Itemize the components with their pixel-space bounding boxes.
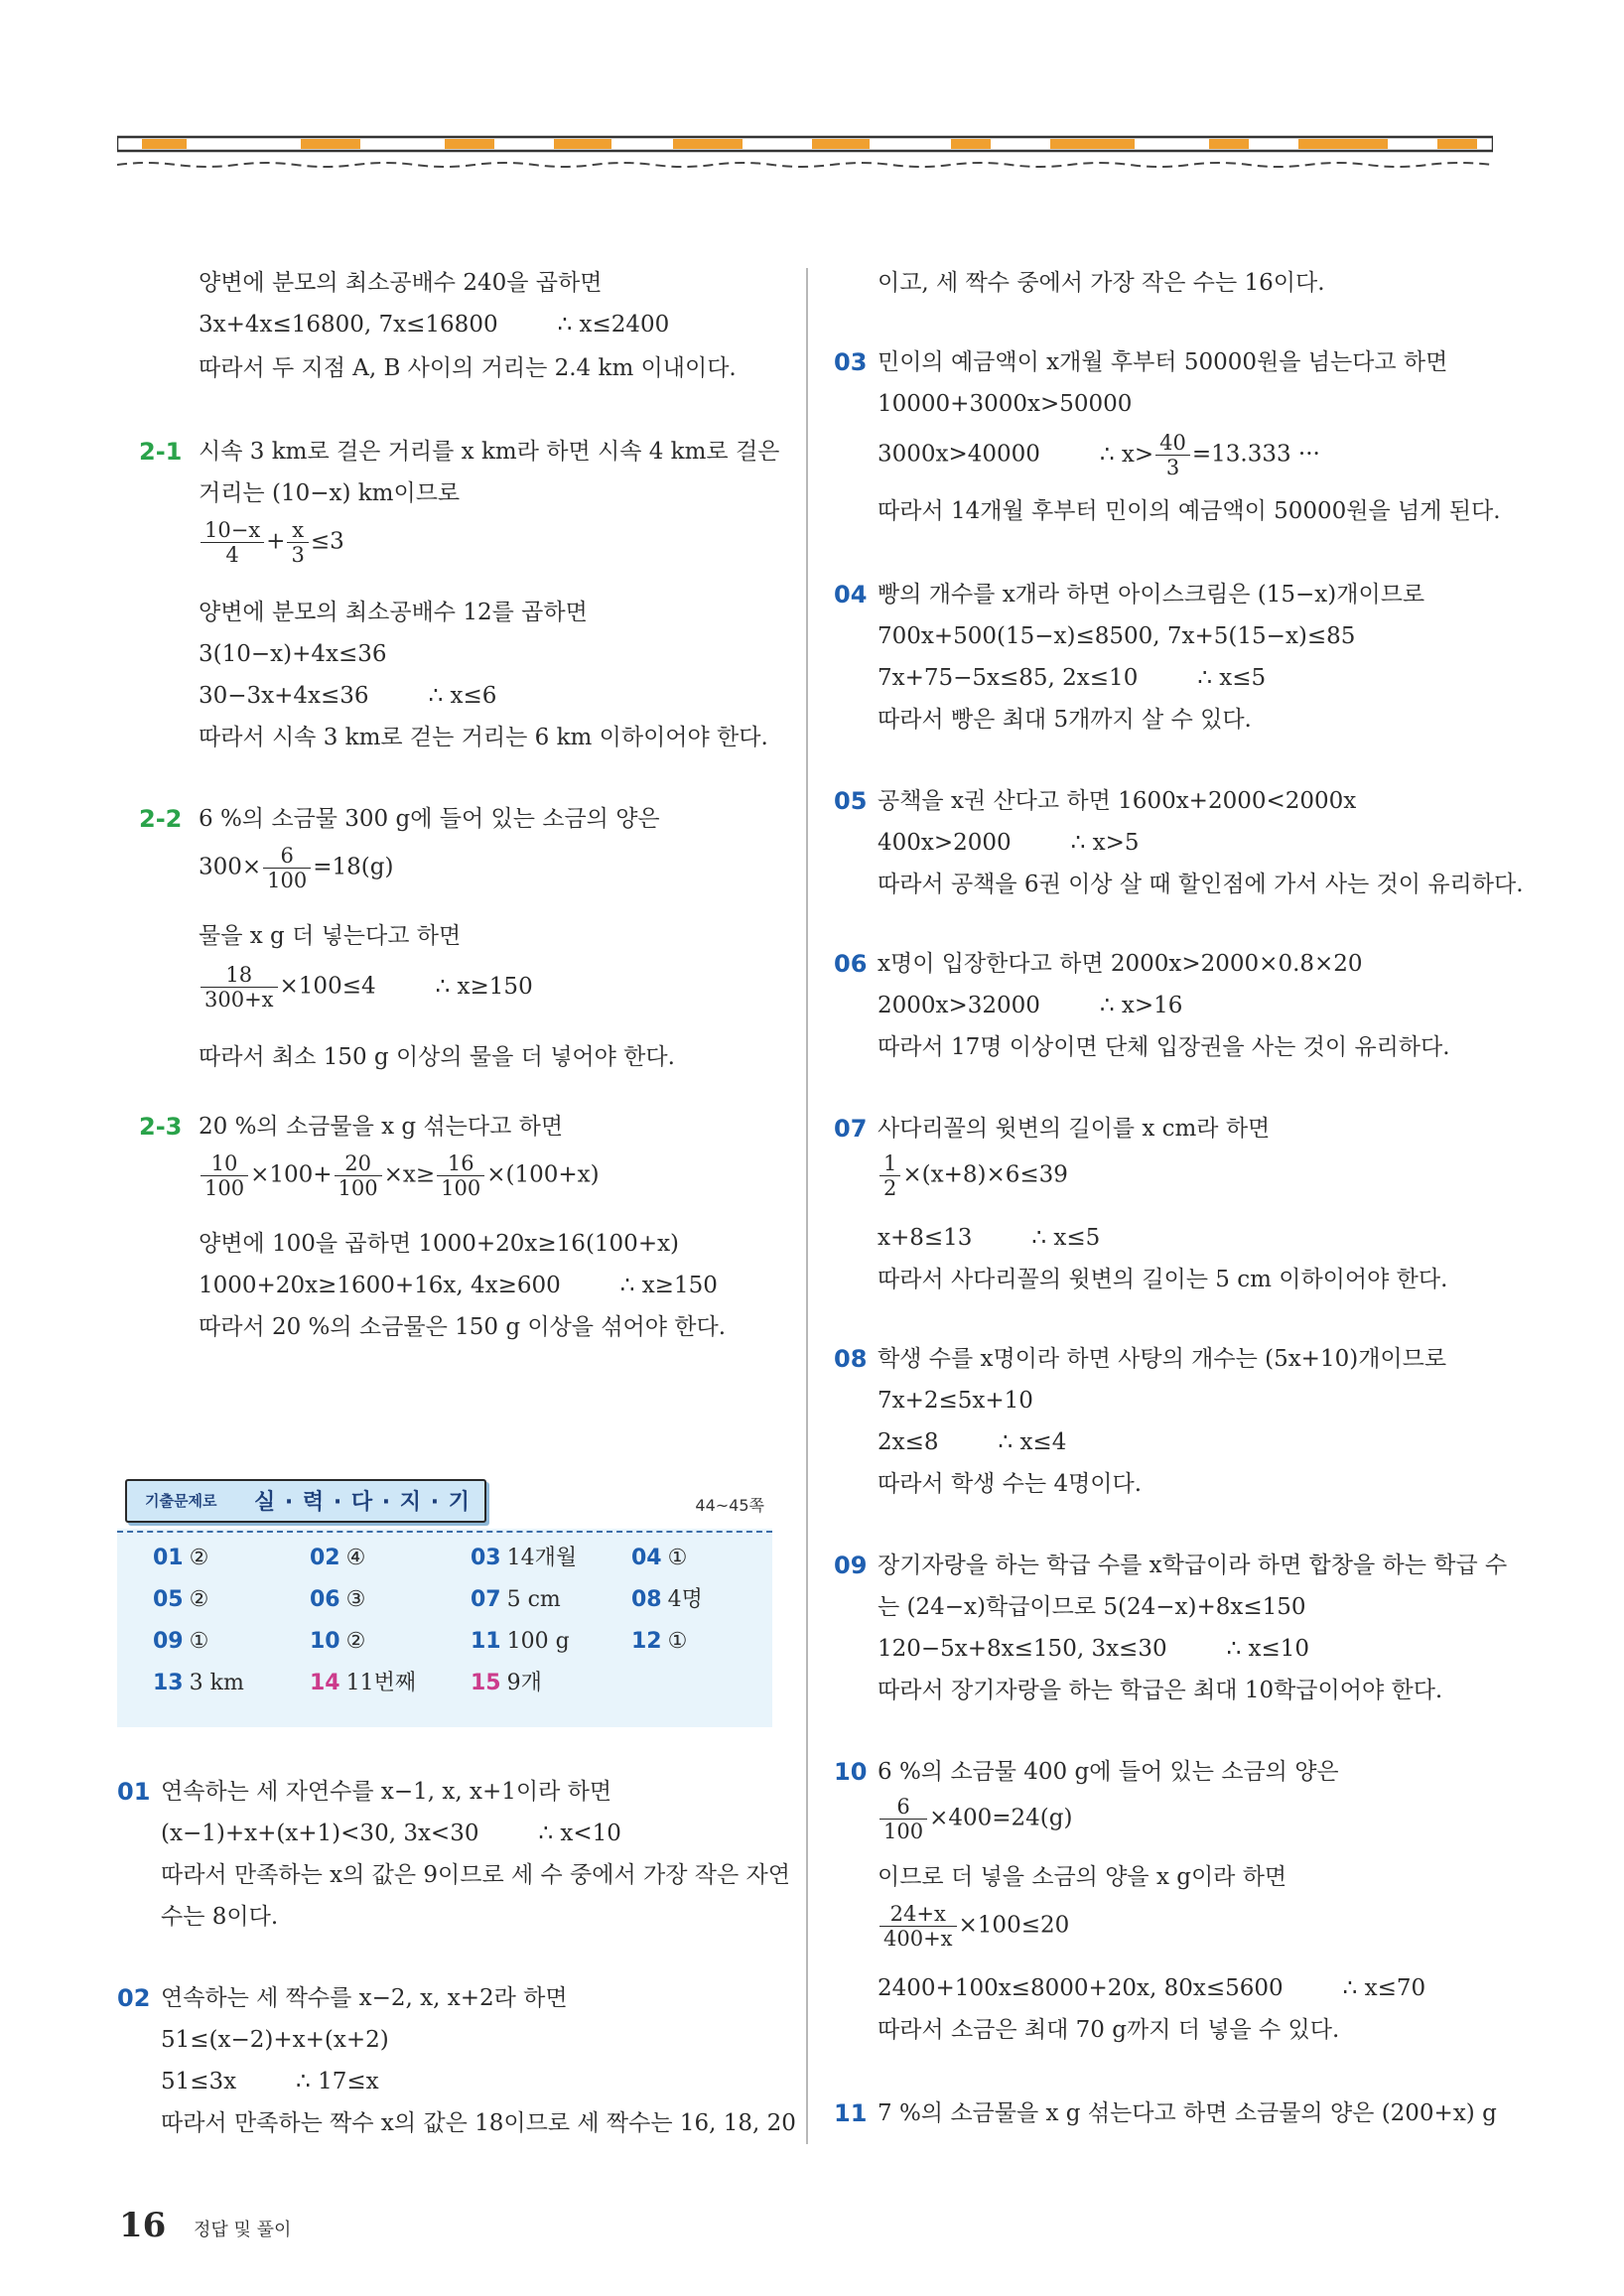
text-line: [199, 310, 669, 339]
therefore: ∴ x≤2400: [557, 312, 670, 338]
answer-box-title: 기출문제로 실 · 력 · 다 · 지 · 기: [125, 1479, 486, 1523]
text-line: 6 %의 소금물 300 g에 들어 있는 소금의 양은: [199, 806, 660, 832]
question-number: 05: [834, 787, 868, 815]
fraction: $\frac{6}{100}$: [263, 844, 311, 892]
therefore: ∴ x≥150: [435, 973, 533, 1000]
text-line: x명이 입장한다고 하면 2000x>2000×0.8×20: [878, 951, 1363, 977]
text-line: 따라서 공책을 6권 이상 살 때 할인점에 가서 사는 것이 유리하다.: [878, 872, 1524, 897]
text-line: 따라서 두 지점 A, B 사이의 거리는 2.4 km 이내이다.: [199, 355, 737, 381]
answer-item: 07 5 cm: [471, 1587, 561, 1612]
answer-item: 08 4명: [631, 1587, 703, 1612]
problem-number: 2-3: [139, 1113, 183, 1141]
question-number: 09: [834, 1552, 868, 1579]
text-line: 따라서 20 %의 소금물은 150 g 이상을 섞어야 한다.: [199, 1314, 727, 1340]
text-line: 학생 수를 x명이라 하면 사탕의 개수는 (5x+10)개이므로: [878, 1346, 1447, 1372]
answer-item: 01 ②: [153, 1546, 209, 1570]
therefore: ∴ x>5: [1070, 830, 1140, 856]
page-range: 44~45쪽: [695, 1496, 764, 1515]
answer-item: 05 ②: [153, 1587, 209, 1612]
answer-summary-box: [117, 1479, 772, 1727]
text-line: 따라서 17명 이상이면 단체 입장권을 사는 것이 유리하다.: [878, 1034, 1450, 1060]
text-line: 사다리꼴의 윗변의 길이를 x cm라 하면: [878, 1116, 1271, 1142]
answer-item: 15 9개: [471, 1671, 542, 1695]
text-line: 7x+75−5x≤85, 2x≤10 ∴ x≤5: [878, 665, 1267, 691]
text-line: 따라서 시속 3 km로 걷는 거리는 6 km 이하이어야 한다.: [199, 725, 768, 750]
text-line: 51≤3x ∴ 17≤x: [161, 2069, 379, 2094]
text-line: 민이의 예금액이 x개월 후부터 50000원을 넘는다고 하면: [878, 349, 1448, 375]
therefore: ∴ x>: [1099, 441, 1154, 468]
text-line: 빵의 개수를 x개라 하면 아이스크림은 (15−x)개이므로: [878, 582, 1425, 608]
question-number: 10: [834, 1758, 868, 1786]
text-line: 30−3x+4x≤36 ∴ x≤6: [199, 683, 497, 709]
text-line: 700x+500(15−x)≤8500, 7x+5(15−x)≤85: [878, 623, 1356, 649]
text-line: 이므로 더 넣을 소금의 양을 x g이라 하면: [878, 1864, 1287, 1890]
fraction-equation: $\frac{10-x}{4}$ + $\frac{x}{3}$ ≤3: [199, 518, 344, 567]
text-line: x+8≤13 ∴ x≤5: [878, 1225, 1101, 1251]
text-line: 장기자랑을 하는 학급 수를 x학급이라 하면 합창을 하는 학급 수: [878, 1553, 1508, 1578]
text-line: 따라서 장기자랑을 하는 학급은 최대 10학급이어야 한다.: [878, 1678, 1443, 1703]
problem-number: 2-1: [139, 438, 183, 466]
text-line: 따라서 만족하는 짝수 x의 값은 18이므로 세 짝수는 16, 18, 20: [161, 2110, 796, 2136]
therefore: ∴ x≤6: [428, 683, 497, 709]
text-line: 따라서 소금은 최대 70 g까지 더 넣을 수 있다.: [878, 2017, 1340, 2043]
answer-item: 06 ③: [310, 1587, 366, 1612]
fraction: $\frac{1}{2}$: [880, 1151, 900, 1200]
question-number: 06: [834, 950, 868, 978]
text-line: 연속하는 세 짝수를 x−2, x, x+2라 하면: [161, 1985, 568, 2011]
fraction: $\frac{16}{100}$: [437, 1151, 484, 1200]
question-number: 02: [117, 1984, 151, 2012]
page-number: 16: [119, 2206, 167, 2245]
top-decorative-band: [117, 133, 1493, 173]
therefore: ∴ x≤5: [1197, 665, 1267, 691]
text-line: 6 %의 소금물 400 g에 들어 있는 소금의 양은: [878, 1759, 1339, 1785]
text-line: 따라서 빵은 최대 5개까지 살 수 있다.: [878, 707, 1252, 733]
fraction-equation: 300× $\frac{6}{100}$ =18(g): [199, 844, 394, 892]
text-line: 거리는 (10−x) km이므로: [199, 480, 461, 506]
text-line: 시속 3 km로 걸은 거리를 x km라 하면 시속 4 km로 걸은: [199, 439, 780, 465]
question-number: 03: [834, 348, 868, 376]
text-line: 양변에 100을 곱하면 1000+20x≥16(100+x): [199, 1231, 680, 1257]
text-line: 1000+20x≥1600+16x, 4x≥600 ∴ x≥150: [199, 1273, 718, 1298]
equation: 3x+4x≤16800, 7x≤16800: [199, 312, 498, 338]
text-line: 10000+3000x>50000: [878, 391, 1133, 417]
therefore: ∴ x<10: [538, 1821, 621, 1846]
text-line: 이고, 세 짝수 중에서 가장 작은 수는 16이다.: [878, 270, 1325, 296]
text-line: 물을 x g 더 넣는다고 하면: [199, 923, 462, 949]
question-number: 07: [834, 1115, 868, 1143]
dashed-divider: [117, 1531, 772, 1533]
therefore: ∴ x>16: [1099, 993, 1183, 1018]
question-number: 04: [834, 581, 868, 608]
answer-item: 04 ①: [631, 1546, 688, 1570]
text-line: 따라서 최소 150 g 이상의 물을 더 넣어야 한다.: [199, 1044, 675, 1070]
text-line: 공책을 x권 산다고 하면 1600x+2000<2000x: [878, 788, 1357, 814]
therefore: ∴ x≥150: [619, 1273, 718, 1298]
therefore: ∴ x≤5: [1031, 1225, 1101, 1251]
text-line: 2000x>32000 ∴ x>16: [878, 993, 1183, 1018]
text-line: 7x+2≤5x+10: [878, 1388, 1033, 1414]
text-line: 따라서 만족하는 x의 값은 9이므로 세 수 중에서 가장 작은 자연: [161, 1862, 790, 1888]
text-line: 따라서 사다리꼴의 윗변의 길이는 5 cm 이하이어야 한다.: [878, 1267, 1448, 1292]
text-line: 따라서 14개월 후부터 민이의 예금액이 50000원을 넘게 된다.: [878, 498, 1501, 524]
text-line: 양변에 분모의 최소공배수 12를 곱하면: [199, 600, 588, 625]
fraction: $\frac{10-x}{4}$: [201, 518, 264, 567]
problem-number: 2-2: [139, 805, 183, 833]
text-line: 수는 8이다.: [161, 1904, 279, 1930]
column-divider: [806, 268, 808, 2144]
therefore: ∴ x≤70: [1342, 1975, 1426, 2001]
text-line: 2x≤8 ∴ x≤4: [878, 1429, 1067, 1455]
therefore: ∴ x≤10: [1226, 1636, 1310, 1662]
fraction: $\frac{x}{3}$: [287, 518, 308, 567]
text-line: 양변에 분모의 최소공배수 240을 곱하면: [199, 270, 603, 296]
answer-item: 02 ④: [310, 1546, 366, 1570]
text-line: 3(10−x)+4x≤36: [199, 641, 387, 667]
answer-box-header: [117, 1479, 772, 1529]
answer-item: 13 3 km: [153, 1671, 244, 1695]
fraction-equation: $\frac{6}{100}$ ×400=24(g): [878, 1795, 1072, 1843]
footer-label: 정답 및 풀이: [194, 2220, 292, 2240]
answer-item: 10 ②: [310, 1629, 366, 1654]
answer-item: 03 14개월: [471, 1546, 578, 1570]
text-line: 20 %의 소금물을 x g 섞는다고 하면: [199, 1114, 564, 1140]
text-line: 연속하는 세 자연수를 x−1, x, x+1이라 하면: [161, 1779, 612, 1805]
answer-item: 09 ①: [153, 1629, 209, 1654]
answer-item: 11 100 g: [471, 1629, 570, 1654]
text-line: (x−1)+x+(x+1)<30, 3x<30 ∴ x<10: [161, 1821, 621, 1846]
fraction: $\frac{10}{100}$: [201, 1151, 248, 1200]
text-line: 따라서 학생 수는 4명이다.: [878, 1471, 1143, 1497]
fraction-equation: $\frac{1}{2}$ ×(x+8)×6≤39: [878, 1151, 1068, 1200]
therefore: ∴ x≤4: [998, 1429, 1067, 1455]
therefore: ∴ 17≤x: [296, 2069, 379, 2094]
fraction: $\frac{6}{100}$: [880, 1795, 927, 1843]
text-line: 는 (24−x)학급이므로 5(24−x)+8x≤150: [878, 1594, 1306, 1620]
fraction: $\frac{24+x}{400+x}$: [880, 1902, 957, 1951]
fraction: $\frac{40}{3}$: [1155, 431, 1190, 479]
fraction-equation: $\frac{18}{300+x}$ ×100≤4 ∴ x≥150: [199, 963, 533, 1012]
question-number: 11: [834, 2099, 868, 2127]
fraction: $\frac{20}{100}$: [335, 1151, 382, 1200]
text-line: 400x>2000 ∴ x>5: [878, 830, 1140, 856]
fraction-equation: $\frac{10}{100}$ ×100+ $\frac{20}{100}$ ×x≥ $\frac{16}{100}$ ×(100+x): [199, 1151, 600, 1200]
fraction: $\frac{18}{300+x}$: [201, 963, 278, 1012]
answer-item: 12 ①: [631, 1629, 688, 1654]
text-line: 120−5x+8x≤150, 3x≤30 ∴ x≤10: [878, 1636, 1310, 1662]
question-number: 08: [834, 1345, 868, 1373]
text-line: 2400+100x≤8000+20x, 80x≤5600 ∴ x≤70: [878, 1975, 1426, 2001]
text-line: 7 %의 소금물을 x g 섞는다고 하면 소금물의 양은 (200+x) g: [878, 2100, 1497, 2126]
question-number: 01: [117, 1778, 151, 1806]
fraction-equation: $\frac{24+x}{400+x}$ ×100≤20: [878, 1902, 1069, 1951]
fraction-equation: 3000x>40000 ∴ x> $\frac{40}{3}$ =13.333 ···: [878, 431, 1320, 479]
text-line: 51≤(x−2)+x+(x+2): [161, 2027, 389, 2053]
answer-item: 14 11번째: [310, 1671, 417, 1695]
